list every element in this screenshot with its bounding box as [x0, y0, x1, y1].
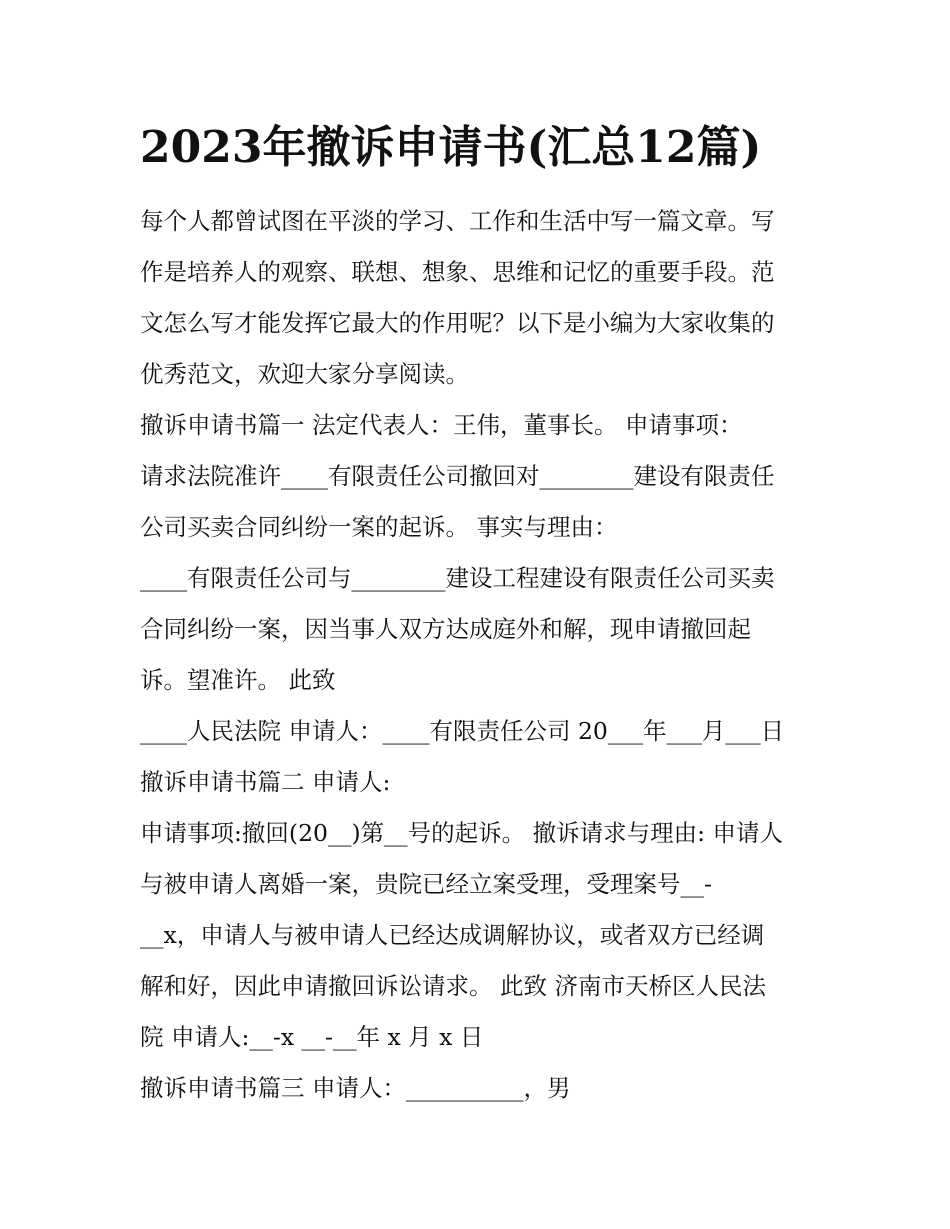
paragraph-line: 院 申请人:__-x __-__年 x 月 x 日: [140, 1023, 484, 1051]
paragraph-line: 撤诉申请书篇三 申请人：__________，男: [140, 1074, 571, 1102]
paragraph-line: 作是培养人的观察、联想、想象、思维和记忆的重要手段。范: [140, 258, 775, 286]
paragraph-line: 解和好，因此申请撤回诉讼请求。 此致 济南市天桥区人民法: [140, 972, 766, 1000]
document-title: 2023年撤诉申请书(汇总12篇): [140, 122, 762, 173]
paragraph-line: 文怎么写才能发挥它最大的作用呢？以下是小编为大家收集的: [140, 309, 775, 337]
paragraph-line: 请求法院准许____有限责任公司撤回对________建设有限责任: [140, 462, 775, 490]
paragraph-line: 撤诉申请书篇一 法定代表人：王伟，董事长。 申请事项：: [140, 411, 743, 439]
paragraph-line: 诉。望准许。 此致: [140, 666, 336, 694]
paragraph-line: 公司买卖合同纠纷一案的起诉。 事实与理由：: [140, 513, 618, 541]
paragraph-line: 每个人都曾试图在平淡的学习、工作和生活中写一篇文章。写: [140, 207, 775, 235]
paragraph-line: 撤诉申请书篇二 申请人:: [140, 768, 391, 796]
paragraph-line: ____人民法院 申请人：____有限责任公司 20___年___月___日: [140, 717, 785, 745]
paragraph-line: __x，申请人与被申请人已经达成调解协议，或者双方已经调: [140, 921, 765, 949]
paragraph-line: ____有限责任公司与________建设工程建设有限责任公司买卖: [140, 564, 775, 592]
paragraph-line: 优秀范文，欢迎大家分享阅读。: [140, 360, 469, 388]
paragraph-line: 申请事项:撤回(20__)第__号的起诉。 撤诉请求与理由: 申请人: [140, 819, 784, 847]
paragraph-line: 合同纠纷一案，因当事人双方达成庭外和解，现申请撤回起: [140, 615, 751, 643]
paragraph-line: 与被申请人离婚一案，贵院已经立案受理，受理案号__-: [140, 870, 712, 898]
